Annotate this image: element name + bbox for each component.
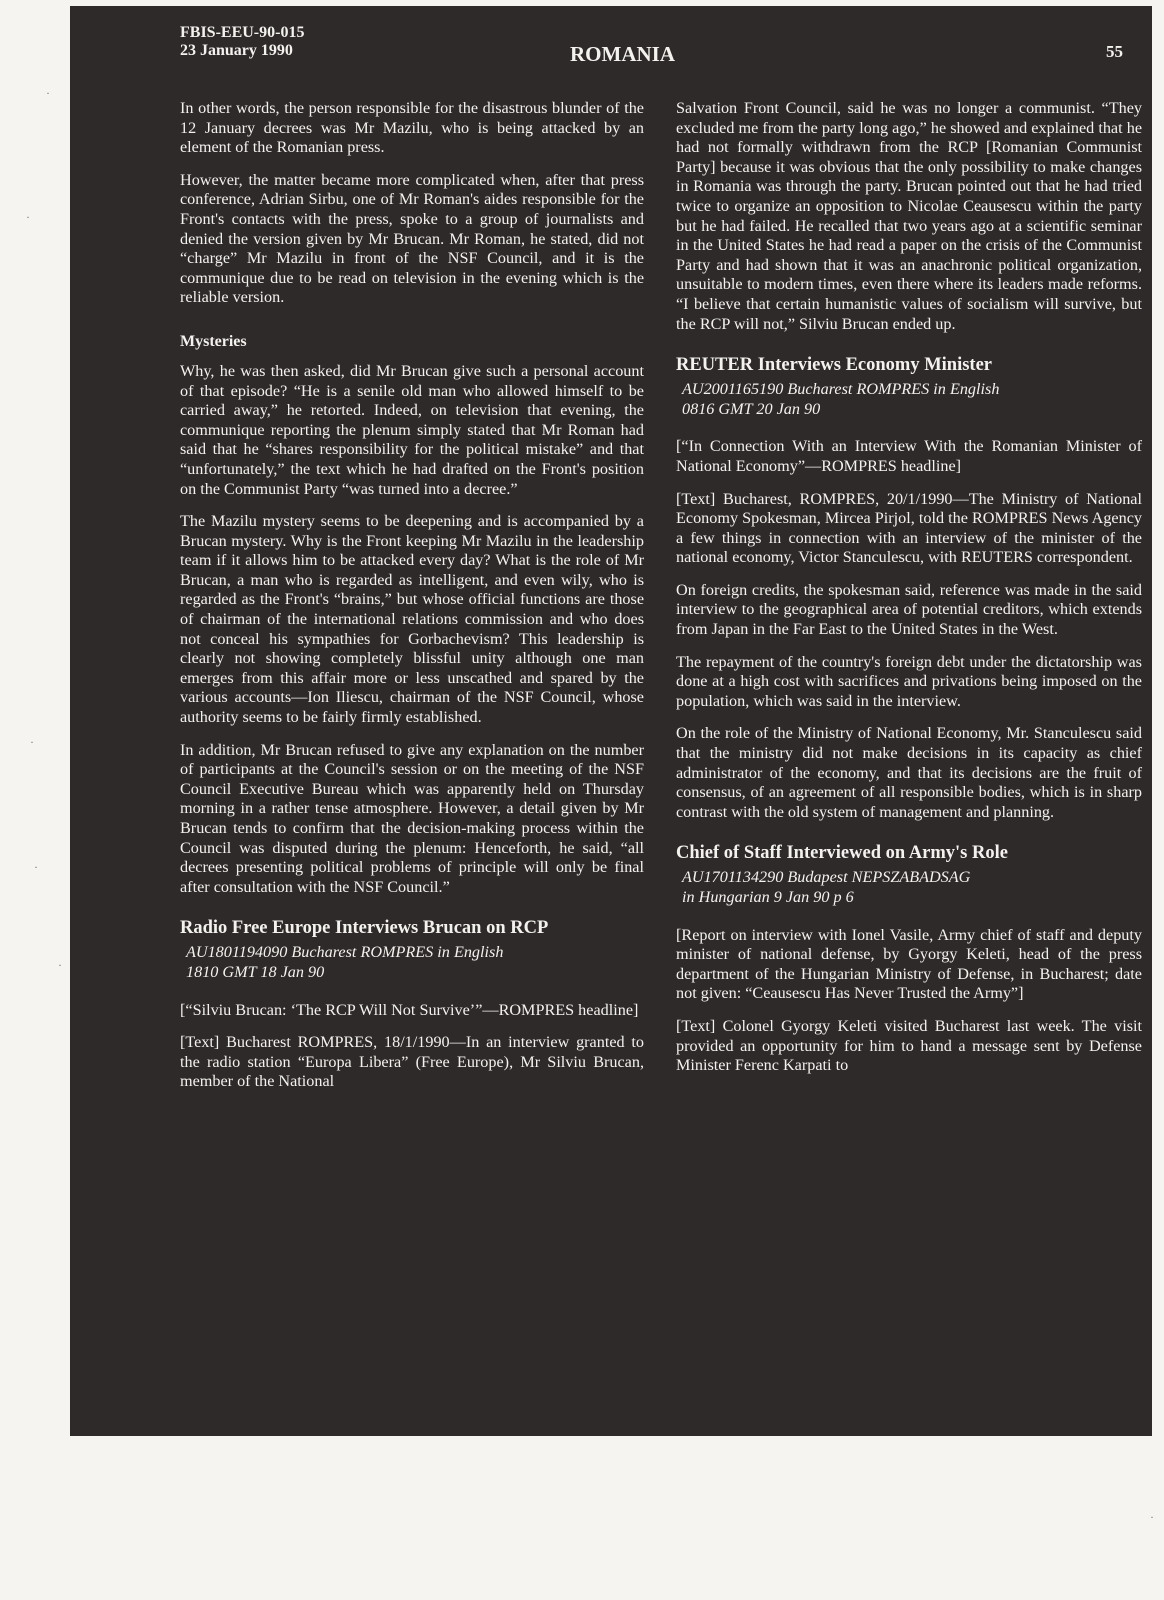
paragraph: [“Silviu Brucan: ‘The RCP Will Not Survive’”—ROMPRES headline]: [180, 1000, 639, 1019]
scan-speck: ·: [26, 210, 30, 224]
paragraph: Salvation Front Council, said he was no longer a communist. “They excluded me from the party long ago,” he showed and explained that he had not formally withdrawn from the RCP [Romanian Communist Party] because it was obvious that the only possibility to make changes in Romania was through the party. Brucan pointed out that he had tried twice to organize an opposition to Nicolae Ceausescu within the party but he had failed. He recalled that two years ago at a scientific seminar in the United States he had read a paper on the crisis of the Communist Party and had shown that it was an anachronic political organization, unsuitable to modern times, even there where its leaders made reforms. “I believe that certain humanistic values of socialism will survive, but the RCP will not,” Silviu Brucan ended up.: [676, 99, 1142, 333]
paragraph: In addition, Mr Brucan refused to give any explanation on the number of participants at the Council's session or on the meeting of the NSF Council Executive Bureau which was apparently held on Thursday morning in a rather tense atmosphere. However, a detail given by Mr Brucan tends to confirm that the decision-making process within the Council was disputed during the plenum: Henceforth, he said, “all decrees presenting political problems of principle will only be final after consultation with the NSF Council.”: [180, 740, 644, 896]
subheading-mysteries: Mysteries: [180, 332, 247, 350]
article-source: [682, 868, 1142, 907]
article-headline: REUTER Interviews Economy Minister: [676, 355, 993, 376]
paragraph: On the role of the Ministry of National Economy, Mr. Stanculescu said that the ministry did not make decisions in its capacity as chief administrator of the economy, and that its decisions are the fruit of consensus, of an agreement of all responsible bodies, which is in sharp contrast with the old system of management and planning.: [676, 724, 1142, 821]
scanned-page: [70, 6, 1152, 1436]
article-source: [186, 943, 644, 982]
paragraph: [“In Connection With an Interview With the Romanian Minister of National Economy”—ROMPRES headline]: [676, 437, 1142, 475]
article-source: [682, 380, 1142, 419]
scan-speck: ·: [34, 860, 38, 874]
article-source-line: AU1701134290 Budapest NEPSZABADSAG: [682, 868, 971, 887]
article-source-line: 0816 GMT 20 Jan 90: [682, 399, 821, 418]
paragraph: The repayment of the country's foreign debt under the dictatorship was done at a high cost with sacrifices and privations being imposed on the population, which was said in the interview.: [676, 652, 1142, 710]
paragraph: [Text] Bucharest, ROMPRES, 20/1/1990—The Ministry of National Economy Spokesman, Mircea Pirjol, told the ROMPRES News Agency a few things in connection with an interview of the minister of the national economy, Victor Stanculescu, with REUTERS correspondent.: [676, 489, 1142, 567]
article-source-line: AU1801194090 Bucharest ROMPRES in English: [186, 943, 504, 962]
scan-speck: ·: [46, 86, 50, 100]
article-source-line: in Hungarian 9 Jan 90 p 6: [682, 888, 854, 906]
paragraph: Why, he was then asked, did Mr Brucan give such a personal account of that episode? “He is a senile old man who allowed himself to be carried away,” he retorted. Indeed, on television that evening, the communique reporting the plenum simply stated that Mr Roman had said that he “shares responsibility for the political mistake” and that “unfortunately,” the text which he had drafted on the Front's position on the Communist Party “was turned into a decree.”: [180, 361, 644, 498]
document-id: FBIS-EEU-90-015: [180, 24, 305, 41]
paragraph: [Report on interview with Ionel Vasile, Army chief of staff and deputy minister of national defense, by Gyorgy Keleti, head of the press department of the Hungarian Ministry of Defense, in Bucharest; date not given: “Ceausescu Has Never Trusted the Army”]: [676, 925, 1142, 1003]
section-title: ROMANIA: [570, 42, 675, 66]
scan-speck: ·: [30, 735, 34, 749]
paragraph: In other words, the person responsible for the disastrous blunder of the 12 January decrees was Mr Mazilu, who is being attacked by an element of the Romanian press.: [180, 99, 644, 157]
left-column: [180, 99, 644, 1105]
page-number: 55: [1106, 42, 1123, 61]
paragraph: The Mazilu mystery seems to be deepening and is accompanied by a Brucan mystery. Why is the Front keeping Mr Mazilu in the leadership team if it allows him to be attacked every day? What is the role of Mr Brucan, a man who is regarded as intelligent, and even wily, who is regarded as the Front's “brains,” but whose official functions are those of chairman of the international relations commission and who does not conceal his sympathies for Gorbachevism? This leadership is clearly not showing completely blissful unity although one man emerges from this affair more or less unscathed and spared by the various accounts—Ion Iliescu, chairman of the NSF Council, whose authority seems to be fairly firmly established.: [180, 512, 644, 727]
paragraph: [Text] Colonel Gyorgy Keleti visited Bucharest last week. The visit provided an opportunity for him to hand a message sent by Defense Minister Ferenc Karpati to: [676, 1016, 1142, 1075]
article-source-line: AU2001165190 Bucharest ROMPRES in English: [682, 380, 1000, 399]
article-headline: Radio Free Europe Interviews Brucan on RCP: [180, 918, 549, 939]
scan-speck: ·: [58, 958, 62, 972]
paragraph: [Text] Bucharest ROMPRES, 18/1/1990—In an interview granted to the radio station “Europa Libera” (Free Europe), Mr Silviu Brucan, member of the National: [180, 1033, 644, 1091]
paragraph: On foreign credits, the spokesman said, reference was made in the said interview to the geographical area of potential creditors, which extends from Japan in the Far East to the United States in the West.: [676, 580, 1142, 639]
page-header-left: [180, 24, 304, 60]
article-source-line: 1810 GMT 18 Jan 90: [186, 962, 325, 981]
paragraph: However, the matter became more complicated when, after that press conference, Adrian Sirbu, one of Mr Roman's aides responsible for the Front's contacts with the press, spoke to a group of journalists and denied the version given by Mr Brucan. Mr Roman, he stated, did not “charge” Mr Mazilu in front of the NSF Council, and it is the communique due to be read on television in the evening which is the reliable version.: [180, 170, 644, 307]
right-column: [676, 99, 1142, 1089]
article-headline: Chief of Staff Interviewed on Army's Role: [676, 843, 1008, 864]
scan-speck: ·: [1150, 1510, 1154, 1524]
document-date: 23 January 1990: [180, 42, 293, 59]
